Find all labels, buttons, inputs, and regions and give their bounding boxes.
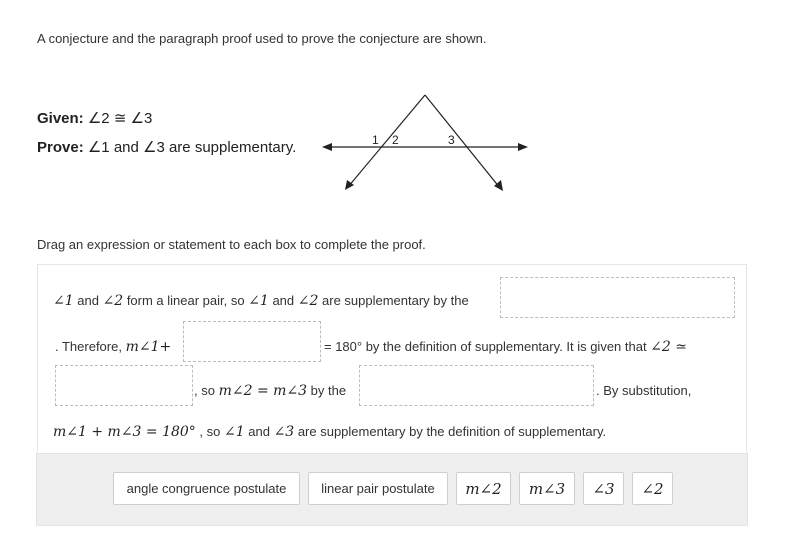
drop-box-2[interactable] [183, 321, 321, 362]
arrowhead-left-icon [322, 143, 332, 151]
proof-text: . Therefore, [55, 339, 126, 354]
proof-text: are supplementary by the definition of supplementary. [294, 424, 607, 439]
tile-angle-congruence-postulate[interactable]: angle congruence postulate [113, 472, 300, 505]
triangle-figure [318, 90, 533, 195]
tile-label: ∠3 [592, 479, 615, 498]
proof-text: are supplementary by the [318, 293, 469, 308]
proof-text: and [73, 293, 103, 308]
prove-label: Prove: [37, 139, 84, 156]
proof-text: and [268, 293, 298, 308]
left-side-line [348, 95, 425, 187]
proof-math-expr: ∠2 ≃ [650, 339, 688, 355]
proof-line-4 [53, 424, 606, 440]
proof-line-2b [324, 339, 687, 355]
angle-label-3: 3 [448, 133, 455, 147]
tile-m-angle-3[interactable] [519, 472, 575, 505]
answer-bank [36, 453, 748, 526]
proof-text: , so [194, 383, 219, 398]
proof-angle: ∠1 [248, 293, 269, 309]
tile-label: m∠3 [528, 479, 566, 498]
instructions: Drag an expression or statement to each box to complete the proof. [37, 237, 426, 252]
tile-label: m∠2 [465, 479, 502, 498]
prove-text: ∠1 and ∠3 are supplementary. [87, 139, 297, 156]
tile-linear-pair-postulate[interactable]: linear pair postulate [308, 472, 448, 505]
prove-statement [37, 138, 296, 156]
arrowhead-right-icon [518, 143, 528, 151]
drop-box-3[interactable] [55, 365, 193, 406]
proof-line-3b: . By substitution, [596, 383, 692, 398]
proof-angle: ∠1 [224, 424, 245, 440]
tile-angle-3[interactable] [583, 472, 624, 505]
proof-math-expr: m∠1+ [125, 339, 172, 355]
proof-text: = 180° by the definition of supplementary. It is given that [324, 339, 651, 354]
proof-line-1 [53, 293, 469, 309]
proof-math-expr: m∠1 + m∠3 = 180° [53, 424, 196, 440]
proof-text: by the [307, 383, 347, 398]
proof-line-2a [55, 339, 171, 355]
drop-box-4[interactable] [359, 365, 594, 406]
intro-text: A conjecture and the paragraph proof used to prove the conjecture are shown. [37, 31, 487, 46]
proof-angle: ∠1 [53, 293, 74, 309]
angle-label-1: 1 [372, 133, 379, 147]
proof-angle: ∠3 [273, 424, 295, 440]
proof-math-expr: m∠2 = m∠3 [218, 383, 308, 399]
given-text: ∠2 ≅ ∠3 [87, 110, 153, 127]
proof-text: and [244, 424, 274, 439]
given-label: Given: [37, 110, 84, 127]
proof-line-3a [194, 383, 346, 399]
angle-label-2: 2 [392, 133, 399, 147]
proof-text: form a linear pair, so [123, 293, 249, 308]
proof-text: , so [195, 424, 224, 439]
proof-angle: ∠2 [102, 293, 124, 309]
right-side-line [425, 95, 500, 188]
tile-m-angle-2[interactable] [456, 472, 511, 505]
given-statement [37, 109, 152, 127]
proof-angle: ∠2 [297, 293, 319, 309]
tile-angle-2[interactable] [632, 472, 673, 505]
drop-box-1[interactable] [500, 277, 735, 318]
tile-label: ∠2 [641, 479, 664, 498]
